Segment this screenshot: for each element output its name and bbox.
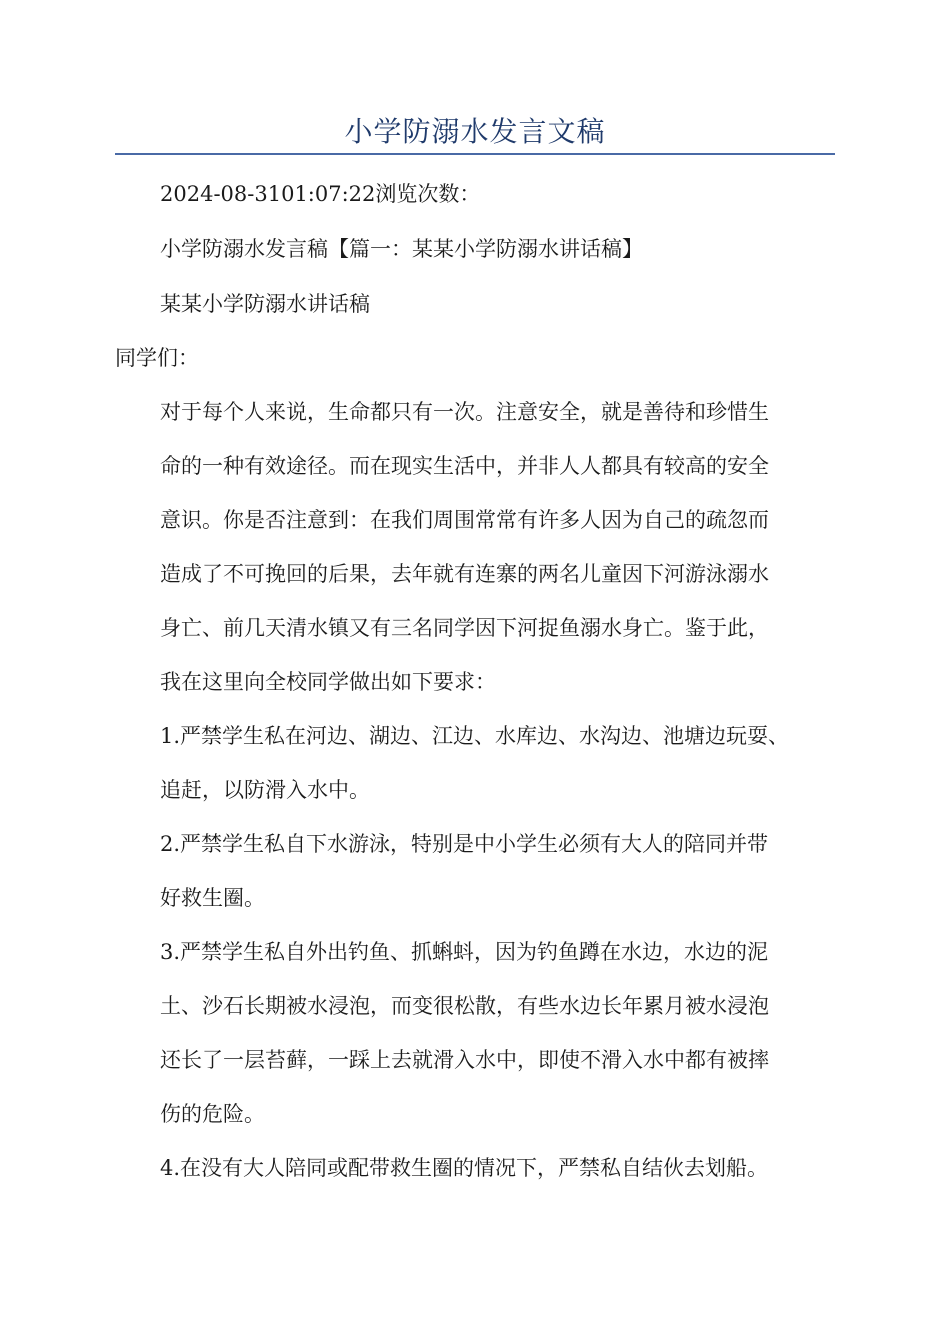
body-line: 追赶，以防滑入水中。 (160, 778, 370, 802)
document-title: 小学防溺水发言文稿 (344, 115, 606, 148)
body-line: 还长了一层苔藓，一踩上去就滑入水中，即使不滑入水中都有被摔 (160, 1048, 769, 1072)
body-line: 造成了不可挽回的后果，去年就有连寨的两名儿童因下河游泳溺水 (160, 562, 769, 586)
body-line: 对于每个人来说，生命都只有一次。注意安全，就是善待和珍惜生 (160, 400, 769, 424)
body-line: 3.严禁学生私自外出钓鱼、抓蝌蚪，因为钓鱼蹲在水边，水边的泥 (160, 940, 769, 964)
body-line: 意识。你是否注意到：在我们周围常常有许多人因为自己的疏忽而 (160, 508, 769, 532)
body-line: 1.严禁学生私在河边、湖边、江边、水库边、水沟边、池塘边玩耍、 (160, 724, 790, 748)
subtitle: 小学防溺水发言稿【篇一：某某小学防溺水讲话稿】 (160, 237, 643, 261)
body-line: 2.严禁学生私自下水游泳，特别是中小学生必须有大人的陪同并带 (160, 832, 769, 856)
meta-line: 2024-08-3101:07:22浏览次数： (160, 182, 481, 206)
body-line: 土、沙石长期被水浸泡，而变很松散，有些水边长年累月被水浸泡 (160, 994, 769, 1018)
body-line: 身亡、前几天清水镇又有三名同学因下河捉鱼溺水身亡。鉴于此， (160, 616, 769, 640)
body-line: 伤的危险。 (160, 1102, 265, 1126)
salutation: 同学们： (115, 346, 199, 370)
body-line: 命的一种有效途径。而在现实生活中，并非人人都具有较高的安全 (160, 454, 769, 478)
body-line: 4.在没有大人陪同或配带救生圈的情况下，严禁私自结伙去划船。 (160, 1156, 769, 1180)
speech-heading: 某某小学防溺水讲话稿 (160, 292, 370, 316)
body-line: 好救生圈。 (160, 886, 265, 910)
body-line: 我在这里向全校同学做出如下要求： (160, 670, 496, 694)
title-underline (115, 153, 835, 155)
